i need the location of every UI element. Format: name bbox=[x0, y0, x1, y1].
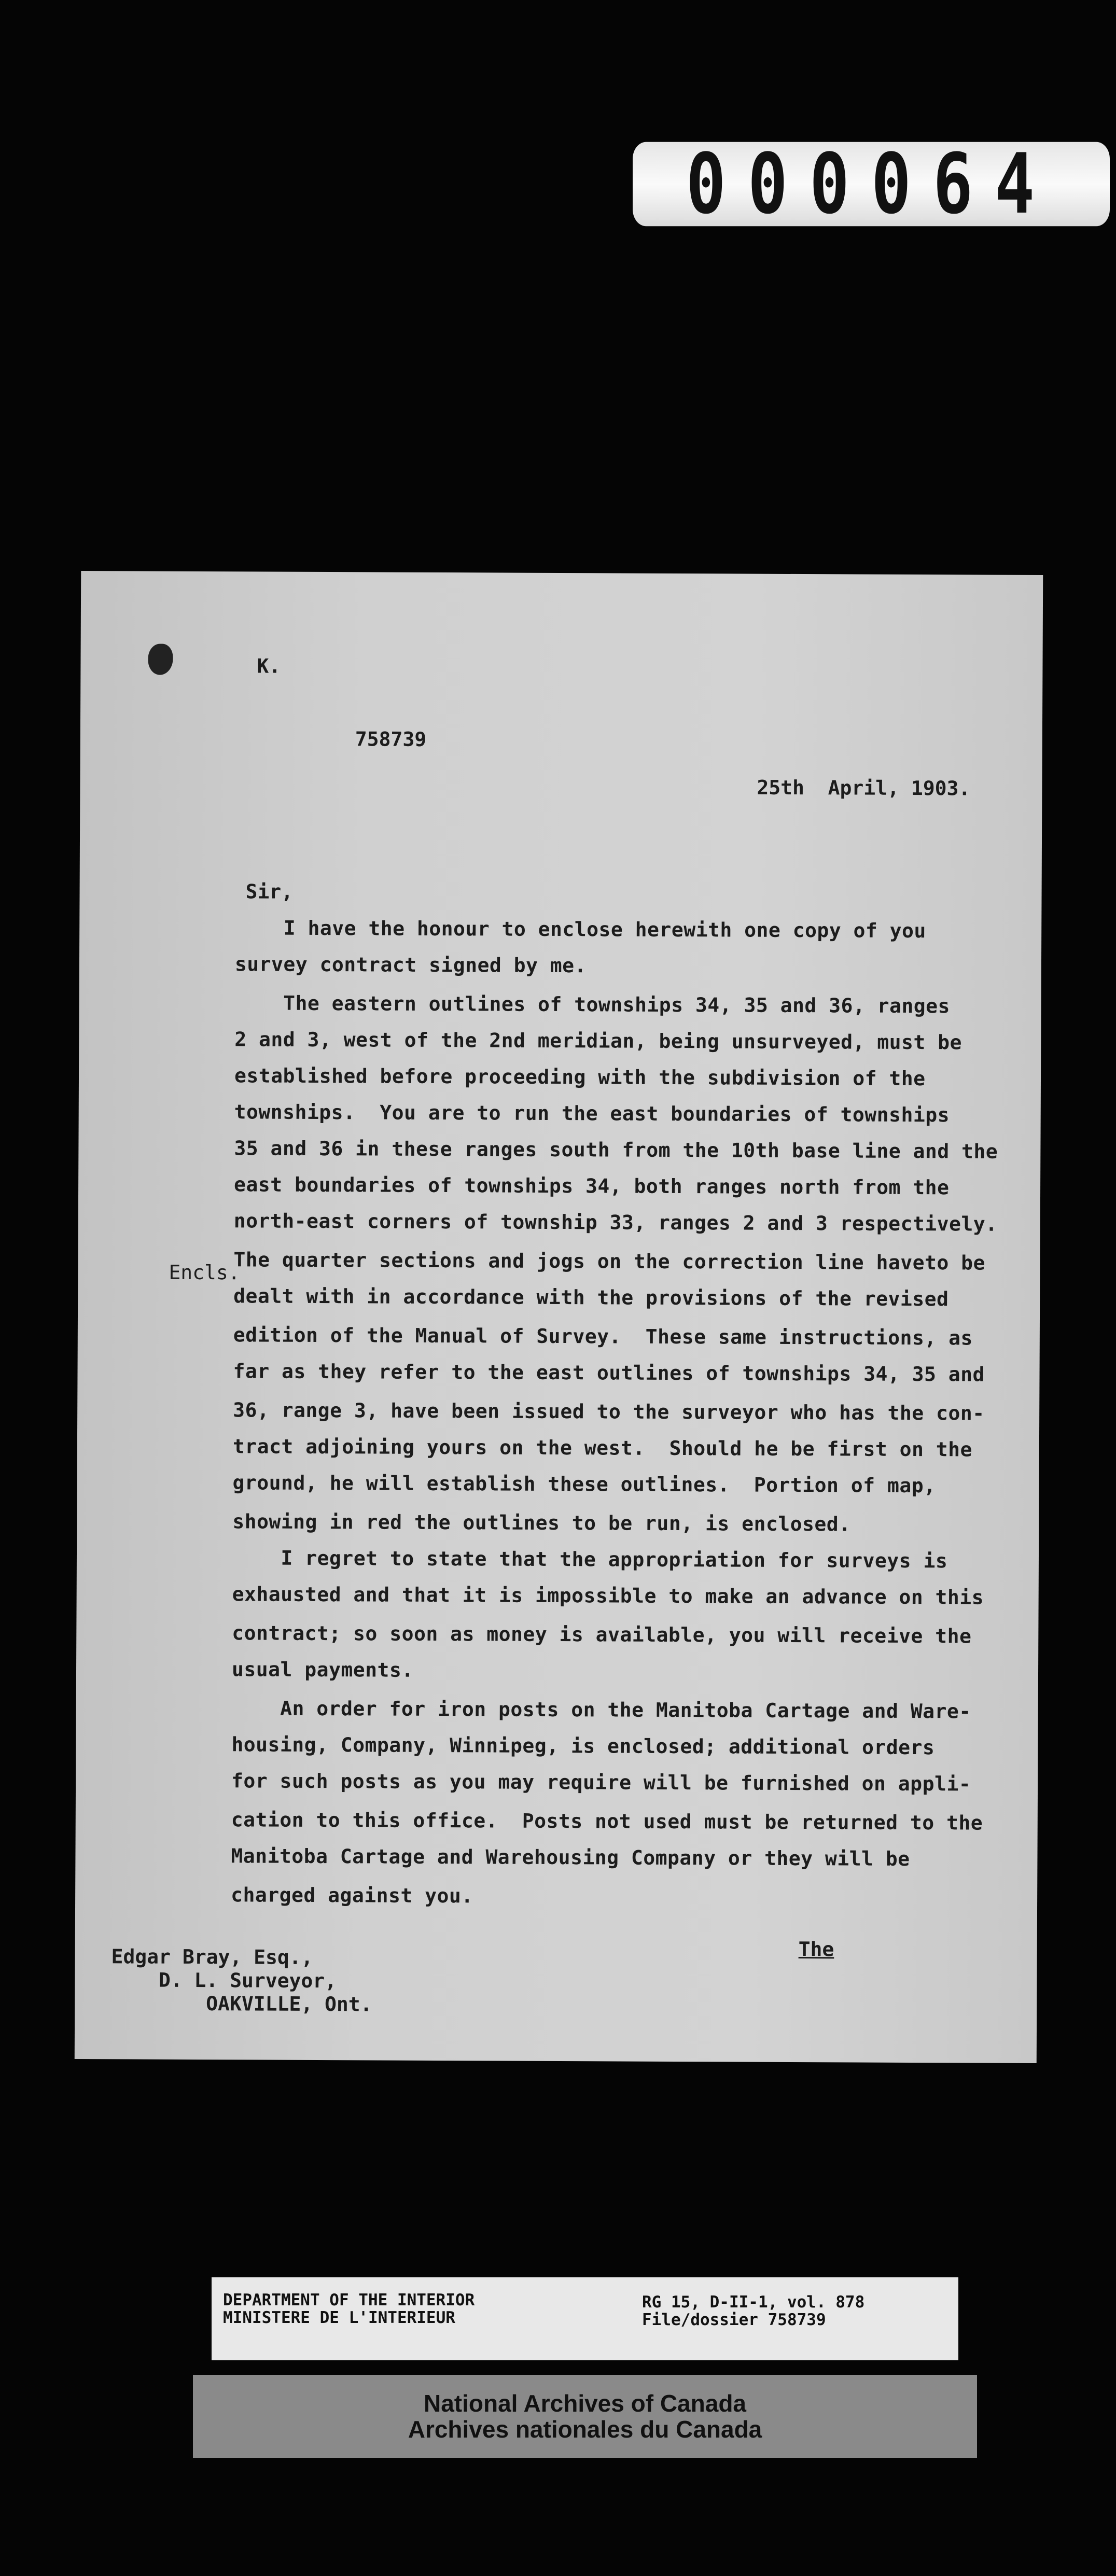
body-line: The eastern outlines of townships 34, 35 and 36, ranges bbox=[234, 991, 951, 1018]
margin-note-enclosures: Encls. bbox=[169, 1261, 240, 1284]
ink-blot bbox=[148, 644, 173, 675]
body-line: survey contract signed by me. bbox=[234, 953, 587, 977]
archives-stamp bbox=[193, 2375, 977, 2458]
continuation-word: The bbox=[798, 1938, 834, 1961]
frame-number-label: 000064 bbox=[633, 142, 1110, 227]
body-line: The quarter sections and jogs on the correction line haveto be bbox=[233, 1248, 985, 1275]
archive-reference: RG 15, D-II-1, vol. 878 bbox=[642, 2293, 865, 2312]
department-english: DEPARTMENT OF THE INTERIOR bbox=[223, 2291, 475, 2309]
archives-name-english: National Archives of Canada bbox=[423, 2390, 746, 2417]
body-line: charged against you. bbox=[231, 1883, 473, 1908]
body-line: contract; so soon as money is available, you will receive the bbox=[232, 1621, 972, 1648]
body-line: usual payments. bbox=[231, 1658, 414, 1682]
body-line: established before proceeding with the subdivision of the bbox=[234, 1064, 926, 1090]
body-line: cation to this office. Posts not used must be returned to the bbox=[231, 1808, 983, 1835]
file-number: 758739 bbox=[355, 727, 427, 751]
body-line: I have the honour to enclose herewith one copy of you bbox=[235, 916, 926, 943]
addressee-line: OAKVILLE, Ont. bbox=[111, 1992, 372, 2016]
body-line: exhausted and that it is impossible to make an advance on this bbox=[232, 1583, 984, 1609]
file-dossier: File/dossier 758739 bbox=[642, 2311, 826, 2329]
body-line: townships. You are to run the east boundaries of townships bbox=[234, 1100, 950, 1127]
body-line: far as they refer to the east outlines of townships 34, 35 and bbox=[233, 1360, 985, 1386]
body-line: north-east corners of township 33, ranges 2 and 3 respectively. bbox=[233, 1209, 998, 1236]
body-line: for such posts as you may require will be furnished on appli- bbox=[231, 1769, 971, 1796]
body-line: ground, he will establish these outlines. Portion of map, bbox=[232, 1471, 936, 1497]
body-line: tract adjoining yours on the west. Should he be first on the bbox=[232, 1435, 973, 1461]
salutation: Sir, bbox=[245, 880, 294, 903]
body-line: edition of the Manual of Survey. These same instructions, as bbox=[233, 1323, 973, 1350]
archive-reference-tab bbox=[212, 2277, 958, 2360]
body-line: showing in red the outlines to be run, is enclosed. bbox=[232, 1510, 851, 1536]
body-line: I regret to state that the appropriation for surveys is bbox=[232, 1546, 948, 1573]
addressee-line: Edgar Bray, Esq., bbox=[111, 1945, 313, 1969]
body-line: 2 and 3, west of the 2nd meridian, being unsurveyed, must be bbox=[234, 1028, 962, 1054]
body-line: An order for iron posts on the Manitoba Cartage and Ware- bbox=[231, 1697, 971, 1723]
letter-page bbox=[75, 571, 1043, 2063]
body-line: housing, Company, Winnipeg, is enclosed; additional orders bbox=[231, 1733, 935, 1759]
letter-date: 25th April, 1903. bbox=[757, 776, 971, 800]
body-line: east boundaries of townships 34, both ranges north from the bbox=[234, 1173, 950, 1199]
addressee-line: D. L. Surveyor, bbox=[111, 1968, 337, 1993]
body-line: 35 and 36 in these ranges south from the 10th base line and the bbox=[234, 1137, 998, 1163]
body-line: Manitoba Cartage and Warehousing Company or they will be bbox=[231, 1844, 910, 1870]
body-line: dealt with in accordance with the provisions of the revised bbox=[233, 1284, 949, 1311]
archives-name-french: Archives nationales du Canada bbox=[408, 2416, 762, 2443]
department-french: MINISTERE DE L'INTERIEUR bbox=[223, 2308, 455, 2327]
body-line: 36, range 3, have been issued to the surveyor who has the con- bbox=[233, 1398, 985, 1425]
letter-reference: K. bbox=[257, 654, 281, 678]
